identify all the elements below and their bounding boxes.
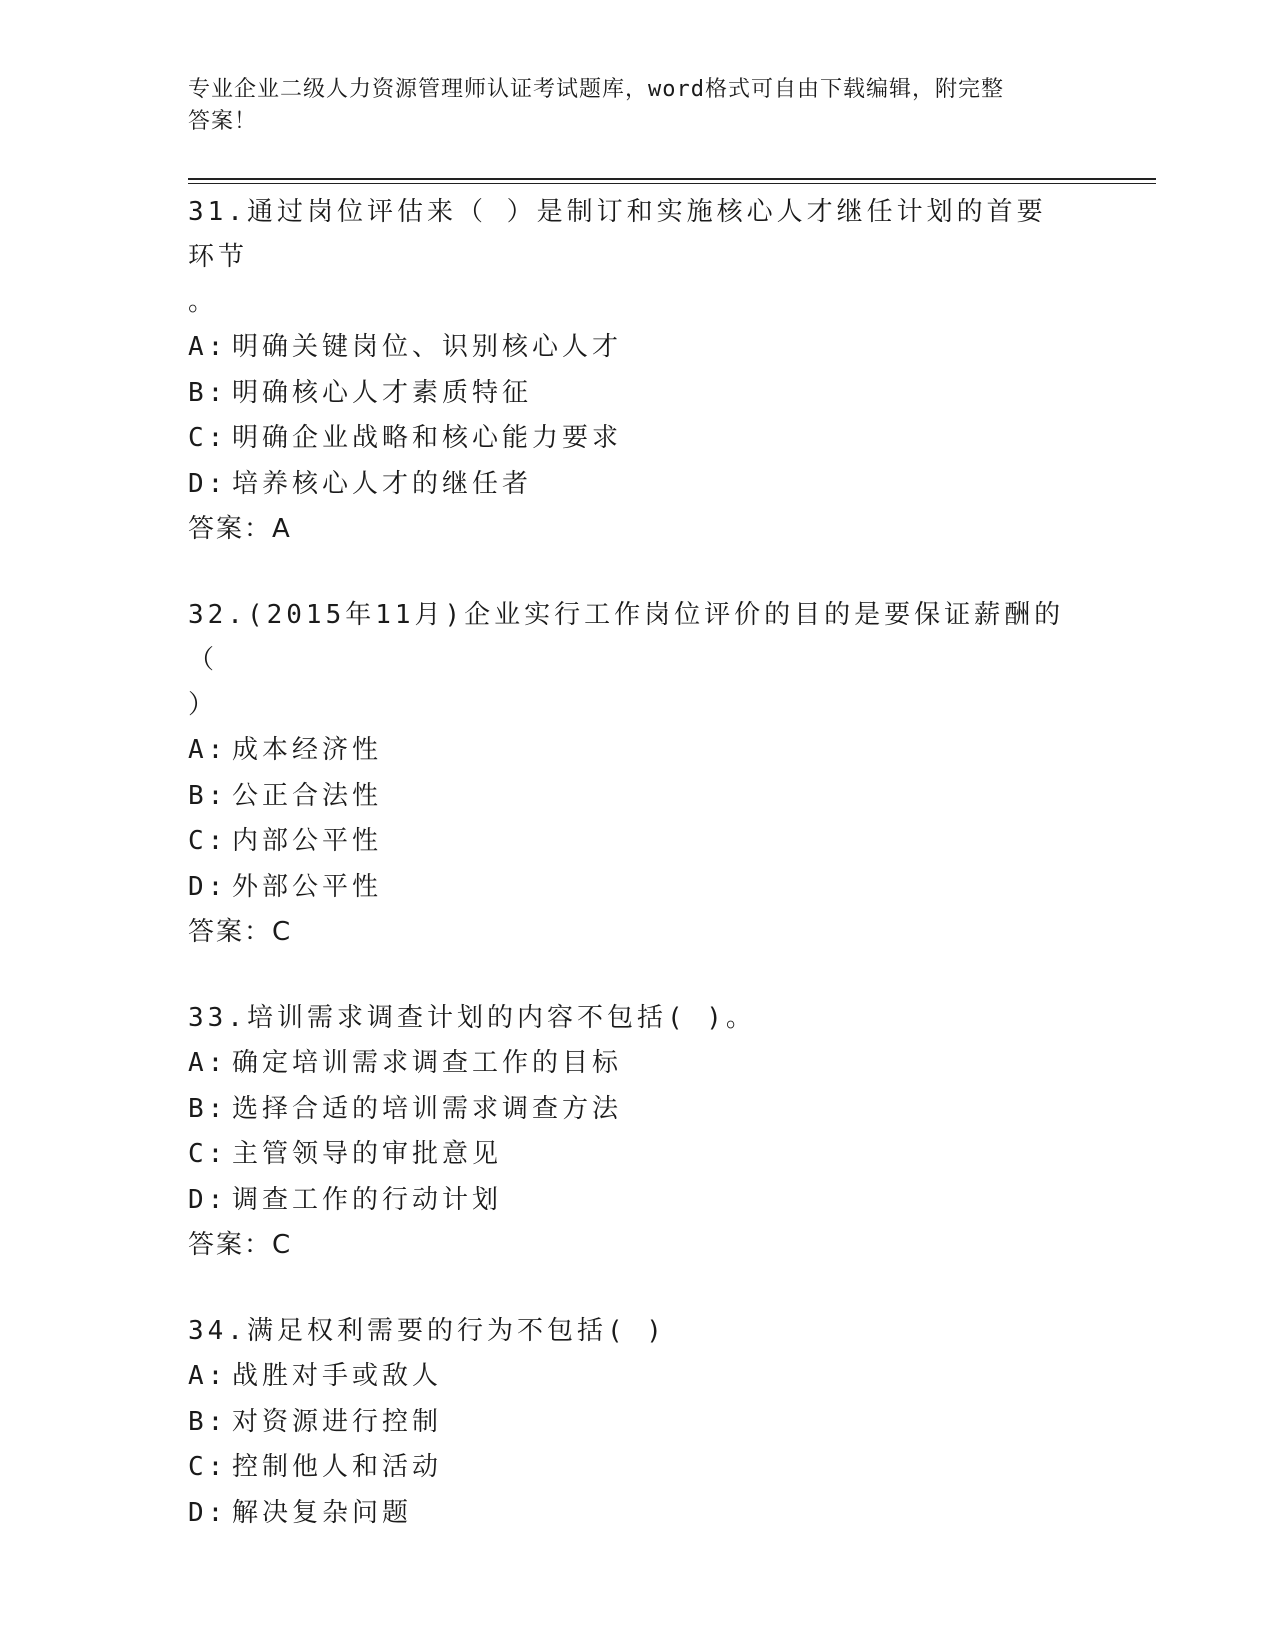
option-key: A: <box>188 1361 228 1391</box>
option-a <box>188 1041 1088 1087</box>
option-text: 外部公平性 <box>232 871 383 902</box>
option-key: A: <box>188 1048 228 1078</box>
option-key: B: <box>188 1093 228 1124</box>
question-stem-line: 33.培训需求调查计划的内容不包括( )。 <box>188 1003 756 1033</box>
option-d <box>188 865 1088 911</box>
option-key: C: <box>188 826 228 856</box>
option-text: 明确关键岗位、识别核心人才 <box>232 332 623 362</box>
question-31 <box>188 190 1088 552</box>
option-key: B: <box>188 780 228 811</box>
option-text: 战胜对手或敌人 <box>232 1361 443 1391</box>
option-c <box>188 1445 1088 1491</box>
header-line-1: 专业企业二级人力资源管理师认证考试题库，word格式可自由下载编辑，附完整 <box>188 77 1004 102</box>
question-stem-line: 34.满足权利需要的行为不包括( ) <box>188 1316 666 1346</box>
option-a <box>188 1354 1088 1400</box>
question-stem <box>188 1309 1068 1354</box>
question-stem <box>188 593 1068 728</box>
option-key: B: <box>188 377 228 408</box>
option-text: 主管领导的审批意见 <box>232 1139 503 1169</box>
answer-line: 答案：C <box>188 917 293 947</box>
option-text: 对资源进行控制 <box>232 1406 443 1437</box>
option-text: 控制他人和活动 <box>232 1452 443 1482</box>
option-key: C: <box>188 1139 228 1169</box>
option-text: 确定培训需求调查工作的目标 <box>232 1048 623 1078</box>
option-d <box>188 1491 1088 1537</box>
question-stem-line: ） <box>188 690 219 720</box>
option-b <box>188 1087 1088 1133</box>
option-d <box>188 1178 1088 1224</box>
option-text: 内部公平性 <box>232 826 383 856</box>
option-key: D: <box>188 871 228 902</box>
option-text: 解决复杂问题 <box>232 1497 413 1528</box>
answer-line: 答案：A <box>188 514 292 544</box>
question-stem-line: 。 <box>188 287 219 317</box>
option-b <box>188 1400 1088 1446</box>
option-key: D: <box>188 1497 228 1528</box>
option-text: 成本经济性 <box>232 735 383 765</box>
option-text: 培养核心人才的继任者 <box>232 468 533 499</box>
question-34 <box>188 1309 1088 1536</box>
question-32 <box>188 593 1088 955</box>
option-b <box>188 371 1088 417</box>
option-key: C: <box>188 423 228 453</box>
option-b <box>188 774 1088 820</box>
option-c <box>188 416 1088 462</box>
header-divider-thick <box>188 178 1156 180</box>
option-key: A: <box>188 332 228 362</box>
option-key: D: <box>188 468 228 499</box>
option-key: A: <box>188 735 228 765</box>
answer-line: 答案：C <box>188 1230 293 1260</box>
option-c <box>188 819 1088 865</box>
question-list <box>188 190 1088 1577</box>
question-stem <box>188 190 1068 325</box>
option-a <box>188 325 1088 371</box>
option-text: 明确核心人才素质特征 <box>232 377 533 408</box>
option-text: 选择合适的培训需求调查方法 <box>232 1093 623 1124</box>
option-key: B: <box>188 1406 228 1437</box>
question-stem-line: 31.通过岗位评估来（ ）是制订和实施核心人才继任计划的首要环节 <box>188 197 1047 272</box>
option-key: D: <box>188 1184 228 1215</box>
document-header <box>188 74 1068 138</box>
question-stem <box>188 996 1068 1041</box>
header-line-2: 答案！ <box>188 109 258 134</box>
option-text: 明确企业战略和核心能力要求 <box>232 423 623 453</box>
option-text: 公正合法性 <box>232 780 383 811</box>
option-c <box>188 1132 1088 1178</box>
option-d <box>188 462 1088 508</box>
option-key: C: <box>188 1452 228 1482</box>
option-a <box>188 728 1088 774</box>
header-divider-thin <box>188 183 1156 184</box>
option-text: 调查工作的行动计划 <box>232 1184 503 1215</box>
question-stem-line: 32.(2015年11月)企业实行工作岗位评价的目的是要保证薪酬的 （ <box>188 600 1065 675</box>
question-33 <box>188 996 1088 1268</box>
